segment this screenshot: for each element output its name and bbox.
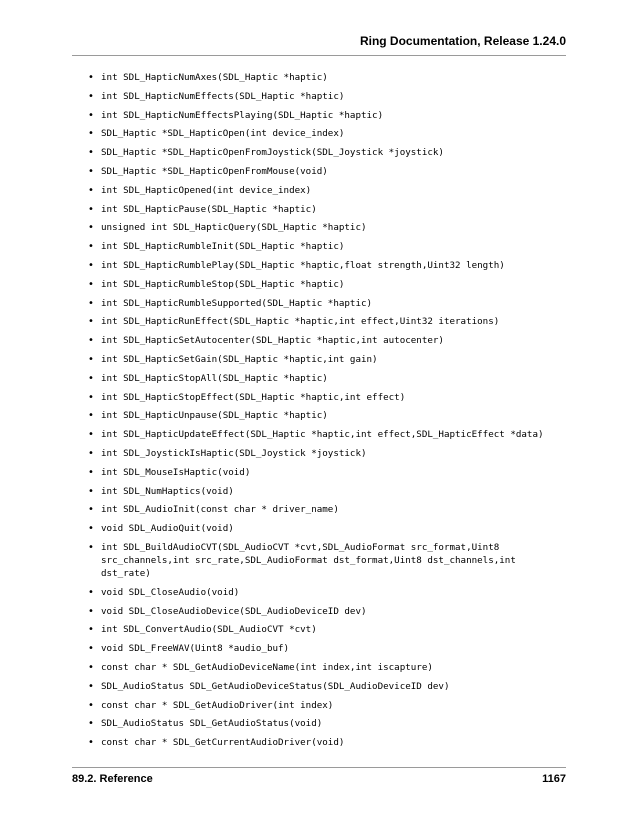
bullet-icon: • — [88, 605, 94, 617]
list-item — [88, 680, 566, 693]
list-item — [88, 127, 566, 140]
list-item — [88, 109, 566, 122]
list-item — [88, 203, 566, 216]
function-signature: int SDL_MouseIsHaptic(void) — [101, 466, 251, 478]
bullet-icon: • — [88, 297, 94, 309]
bullet-icon: • — [88, 90, 94, 102]
list-item — [88, 661, 566, 674]
list-item — [88, 541, 566, 580]
bullet-icon: • — [88, 504, 94, 516]
list-item — [88, 297, 566, 310]
list-item — [88, 71, 566, 84]
list-item — [88, 447, 566, 460]
list-item — [88, 736, 566, 749]
list-item — [88, 90, 566, 103]
list-item — [88, 623, 566, 636]
list-item — [88, 466, 566, 479]
function-signature: void SDL_CloseAudioDevice(SDL_AudioDeviceID dev) — [101, 605, 367, 617]
list-item — [88, 372, 566, 385]
function-signature: int SDL_HapticStopEffect(SDL_Haptic *haptic,int effect) — [101, 391, 406, 403]
function-signature: int SDL_HapticRumblePlay(SDL_Haptic *haptic,float strength,Uint32 length) — [101, 259, 505, 271]
function-signature: int SDL_HapticRumbleSupported(SDL_Haptic *haptic) — [101, 297, 373, 309]
footer-page-number: 1167 — [542, 773, 566, 785]
bullet-icon: • — [88, 259, 94, 271]
function-signature: const char * SDL_GetAudioDeviceName(int index,int iscapture) — [101, 661, 433, 673]
list-item — [88, 586, 566, 599]
list-item — [88, 642, 566, 655]
function-signature: SDL_Haptic *SDL_HapticOpenFromMouse(void) — [101, 165, 328, 177]
bullet-icon: • — [88, 391, 94, 403]
bullet-icon: • — [88, 410, 94, 422]
footer-divider — [72, 767, 566, 768]
function-signature: int SDL_HapticNumEffects(SDL_Haptic *haptic) — [101, 90, 345, 102]
list-item — [88, 717, 566, 730]
bullet-icon: • — [88, 278, 94, 290]
bullet-icon: • — [88, 165, 94, 177]
bullet-icon: • — [88, 699, 94, 711]
bullet-icon: • — [88, 109, 94, 121]
bullet-icon: • — [88, 147, 94, 159]
bullet-icon: • — [88, 661, 94, 673]
function-signature: int SDL_BuildAudioCVT(SDL_AudioCVT *cvt,SDL_AudioFormat src_format,Uint8 src_channels,int src_rate,SDL_AudioFormat dst_format,Uint8 dst_channels,int dst_rate) — [101, 541, 522, 579]
list-item — [88, 699, 566, 712]
function-signature: int SDL_HapticUpdateEffect(SDL_Haptic *haptic,int effect,SDL_HapticEffect *data) — [101, 429, 544, 441]
bullet-icon: • — [88, 184, 94, 196]
bullet-icon: • — [88, 624, 94, 636]
list-item — [88, 240, 566, 253]
function-signature: int SDL_HapticRumbleStop(SDL_Haptic *haptic) — [101, 278, 345, 290]
list-item — [88, 165, 566, 178]
bullet-icon: • — [88, 241, 94, 253]
bullet-icon: • — [88, 586, 94, 598]
list-item — [88, 146, 566, 159]
function-signature: int SDL_HapticSetGain(SDL_Haptic *haptic,int gain) — [101, 353, 378, 365]
function-signature: SDL_AudioStatus SDL_GetAudioStatus(void) — [101, 718, 323, 730]
function-signature: int SDL_HapticRumbleInit(SDL_Haptic *haptic) — [101, 241, 345, 253]
bullet-icon: • — [88, 485, 94, 497]
function-signature: int SDL_NumHaptics(void) — [101, 485, 234, 497]
function-signature: int SDL_HapticStopAll(SDL_Haptic *haptic) — [101, 372, 328, 384]
list-item — [88, 221, 566, 234]
function-signature: int SDL_HapticRunEffect(SDL_Haptic *haptic,int effect,Uint32 iterations) — [101, 316, 500, 328]
function-signature: int SDL_HapticSetAutocenter(SDL_Haptic *haptic,int autocenter) — [101, 335, 444, 347]
bullet-icon: • — [88, 447, 94, 459]
bullet-icon: • — [88, 335, 94, 347]
function-signature: const char * SDL_GetAudioDriver(int index) — [101, 699, 334, 711]
function-signature: int SDL_HapticOpened(int device_index) — [101, 184, 312, 196]
bullet-icon: • — [88, 316, 94, 328]
list-item — [88, 391, 566, 404]
list-item — [88, 522, 566, 535]
bullet-icon: • — [88, 680, 94, 692]
function-signature: void SDL_FreeWAV(Uint8 *audio_buf) — [101, 643, 290, 655]
function-signature: SDL_AudioStatus SDL_GetAudioDeviceStatus(SDL_AudioDeviceID dev) — [101, 680, 450, 692]
footer-section-label: 89.2. Reference — [72, 773, 153, 785]
list-item — [88, 353, 566, 366]
function-signature: unsigned int SDL_HapticQuery(SDL_Haptic *haptic) — [101, 222, 367, 234]
list-item — [88, 184, 566, 197]
function-list — [88, 71, 566, 755]
function-signature: int SDL_AudioInit(const char * driver_name) — [101, 504, 339, 516]
bullet-icon: • — [88, 222, 94, 234]
function-signature: void SDL_AudioQuit(void) — [101, 523, 234, 535]
bullet-icon: • — [88, 643, 94, 655]
list-item — [88, 315, 566, 328]
function-signature: int SDL_HapticPause(SDL_Haptic *haptic) — [101, 203, 317, 215]
function-signature: SDL_Haptic *SDL_HapticOpenFromJoystick(SDL_Joystick *joystick) — [101, 147, 444, 159]
bullet-icon: • — [88, 718, 94, 730]
list-item — [88, 503, 566, 516]
list-item — [88, 605, 566, 618]
header-divider — [72, 55, 566, 56]
function-signature: int SDL_HapticUnpause(SDL_Haptic *haptic) — [101, 410, 328, 422]
function-signature: int SDL_ConvertAudio(SDL_AudioCVT *cvt) — [101, 624, 317, 636]
function-signature: int SDL_HapticNumAxes(SDL_Haptic *haptic) — [101, 72, 328, 83]
bullet-icon: • — [88, 541, 94, 553]
list-item — [88, 409, 566, 422]
bullet-icon: • — [88, 429, 94, 441]
bullet-icon: • — [88, 353, 94, 365]
bullet-icon: • — [88, 203, 94, 215]
list-item — [88, 334, 566, 347]
bullet-icon: • — [88, 737, 94, 749]
bullet-icon: • — [88, 466, 94, 478]
page-header-title: Ring Documentation, Release 1.24.0 — [359, 34, 566, 48]
function-signature: const char * SDL_GetCurrentAudioDriver(void) — [101, 737, 345, 749]
bullet-icon: • — [88, 372, 94, 384]
list-item — [88, 428, 566, 441]
bullet-icon: • — [88, 72, 94, 83]
function-signature: int SDL_HapticNumEffectsPlaying(SDL_Haptic *haptic) — [101, 109, 384, 121]
list-item — [88, 485, 566, 498]
function-signature: int SDL_JoystickIsHaptic(SDL_Joystick *joystick) — [101, 447, 367, 459]
list-item — [88, 259, 566, 272]
function-signature: SDL_Haptic *SDL_HapticOpen(int device_index) — [101, 128, 345, 140]
bullet-icon: • — [88, 523, 94, 535]
list-item — [88, 278, 566, 291]
bullet-icon: • — [88, 128, 94, 140]
function-signature: void SDL_CloseAudio(void) — [101, 586, 240, 598]
